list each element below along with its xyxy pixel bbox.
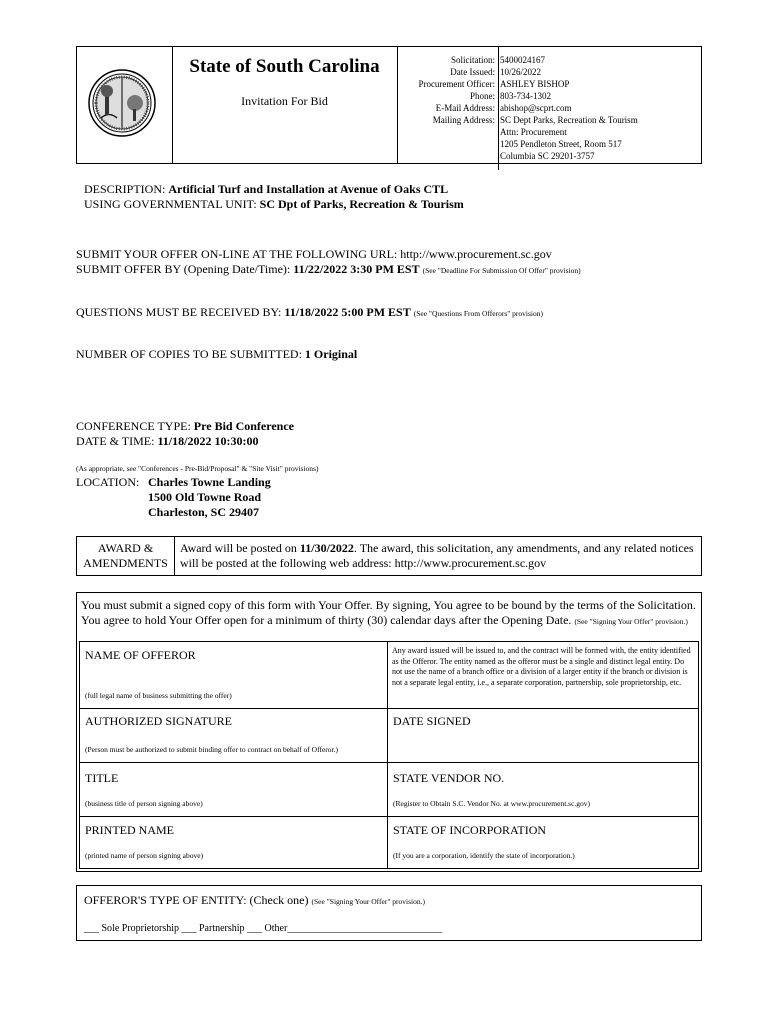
award-text-post: . The award, this solicitation, any amendments, and any related notices will be posted at the following web address: http://www.procurement.sc.gov <box>180 541 694 570</box>
label-date-issued: Date Issued: <box>450 67 495 77</box>
date-signed-label: DATE SIGNED <box>393 714 471 728</box>
value-address-line-2: Attn: Procurement <box>500 127 567 137</box>
conference-note: (As appropriate, see "Conferences - Pre-Bid/Proposal" & "Site Visit" provisions) <box>76 464 319 473</box>
authorized-signature-label: AUTHORIZED SIGNATURE <box>85 714 232 728</box>
value-solicitation: 5400024167 <box>500 55 545 65</box>
copies-line <box>76 347 357 362</box>
award-text <box>180 541 697 571</box>
conference-date-value: 11/18/2022 10:30:00 <box>157 434 259 448</box>
entity-type-options[interactable]: ___ Sole Proprietorship ___ Partnership ___ Other_______________________________ <box>84 923 443 934</box>
state-seal-icon <box>87 63 157 147</box>
printed-name-note: (printed name of person signing above) <box>85 851 204 860</box>
state-vendor-field[interactable] <box>388 763 699 817</box>
location-label: LOCATION: <box>76 475 140 489</box>
submit-by-value: 11/22/2022 3:30 PM EST <box>293 262 420 276</box>
award-label-cell <box>77 537 175 575</box>
governmental-unit-value: SC Dpt of Parks, Recreation & Tourism <box>259 197 464 211</box>
state-vendor-label: STATE VENDOR NO. <box>393 771 505 785</box>
copies-label: NUMBER OF COPIES TO BE SUBMITTED: <box>76 347 302 361</box>
authorized-signature-field[interactable] <box>79 709 388 763</box>
conference-type-value: Pre Bid Conference <box>193 419 294 433</box>
label-mailing-address: Mailing Address: <box>432 115 495 125</box>
questions-label: QUESTIONS MUST BE RECEIVED BY: <box>76 305 282 319</box>
governmental-unit-line <box>84 197 464 212</box>
entity-type-box <box>76 885 702 941</box>
location-line-1: Charles Towne Landing <box>148 475 271 489</box>
copies-value: 1 Original <box>304 347 358 361</box>
description-line <box>84 182 448 197</box>
governmental-unit-label: USING GOVERNMENTAL UNIT: <box>84 197 257 211</box>
label-email: E-Mail Address: <box>435 103 495 113</box>
entity-type-note: (See "Signing Your Offer" provision.) <box>311 897 425 906</box>
conference-type-line <box>76 419 294 434</box>
header-box <box>76 46 702 164</box>
offeror-name-label: NAME OF OFFEROR <box>85 648 196 662</box>
questions-value: 11/18/2022 5:00 PM EST <box>284 305 411 319</box>
submit-by-note: (See "Deadline For Submission Of Offer" provision) <box>422 266 581 275</box>
offer-intro-text: You must submit a signed copy of this form with Your Offer. By signing, You agree to be bound by the terms of the Solicitation. You agree to hold Your Offer open for a minimum of thirty (30) calendar days after the Opening Date. <box>81 598 696 627</box>
value-address-line-1: SC Dept Parks, Recreation & Tourism <box>500 115 638 125</box>
conference-date-line <box>76 434 258 449</box>
value-address-line-4: Columbia SC 29201-3757 <box>500 151 595 161</box>
award-entity-note: Any award issued will be issued to, and the contract will be formed with, the entity identified as the Offeror. The entity named as the offeror must be a single and distinct legal entity. Do not use the name of a branch office or a division of a larger entity if the branch or division is not a separate legal entity, i.e., a separate corporation, partnership, sole proprietorship, etc. <box>388 641 699 709</box>
award-label-line-1: AWARD & <box>97 541 154 555</box>
authorized-signature-note: (Person must be authorized to submit binding offer to contract on behalf of Offeror.) <box>85 745 338 754</box>
award-text-pre: Award will be posted on <box>180 541 300 555</box>
state-incorporation-label: STATE OF INCORPORATION <box>393 823 547 837</box>
location-line-2: 1500 Old Towne Road <box>148 490 262 504</box>
label-solicitation: Solicitation: <box>451 55 495 65</box>
document-subtitle: Invitation For Bid <box>241 94 328 108</box>
description-label: DESCRIPTION: <box>84 182 166 196</box>
conference-date-label: DATE & TIME: <box>76 434 155 448</box>
offer-intro <box>81 598 697 629</box>
state-incorporation-note: (If you are a corporation, identify the state of incorporation.) <box>393 851 575 860</box>
state-title: State of South Carolina <box>189 56 380 77</box>
printed-name-label: PRINTED NAME <box>85 823 174 837</box>
award-date: 11/30/2022 <box>299 541 354 555</box>
state-incorporation-field[interactable] <box>388 817 699 869</box>
seal-cell <box>77 47 173 163</box>
questions-note: (See "Questions From Offerors" provision) <box>413 309 544 318</box>
offer-intro-note: (See "Signing Your Offer" provision.) <box>574 617 688 626</box>
entity-type-line <box>84 893 425 908</box>
title-label: TITLE <box>85 771 119 785</box>
header-values <box>495 47 701 170</box>
value-procurement-officer: ASHLEY BISHOP <box>500 79 570 89</box>
submit-url-line: SUBMIT YOUR OFFER ON-LINE AT THE FOLLOWING URL: http://www.procurement.sc.gov <box>76 247 552 261</box>
value-email: abishop@scprt.com <box>500 103 572 113</box>
title-field[interactable] <box>79 763 388 817</box>
header-labels <box>397 47 499 170</box>
location-line-3: Charleston, SC 29407 <box>148 505 260 519</box>
value-address-line-3: 1205 Pendleton Street, Room 517 <box>500 139 622 149</box>
submit-by-line <box>76 262 581 277</box>
state-vendor-note: (Register to Obtain S.C. Vendor No. at www.procurement.sc.gov) <box>393 799 591 808</box>
offeror-name-note: (full legal name of business submitting the offer) <box>85 691 232 700</box>
submit-by-label: SUBMIT OFFER BY (Opening Date/Time): <box>76 262 291 276</box>
conference-type-label: CONFERENCE TYPE: <box>76 419 191 433</box>
title-cell <box>172 47 398 163</box>
value-phone: 803-734-1302 <box>500 91 551 101</box>
title-note: (business title of person signing above) <box>85 799 203 808</box>
offeror-box <box>76 592 702 872</box>
questions-line <box>76 305 543 320</box>
award-box <box>76 536 702 576</box>
entity-type-label: OFFEROR'S TYPE OF ENTITY: (Check one) <box>84 893 309 907</box>
printed-name-field[interactable] <box>79 817 388 869</box>
offeror-name-field[interactable] <box>79 641 388 709</box>
label-procurement-officer: Procurement Officer: <box>418 79 495 89</box>
description-value: Artificial Turf and Installation at Avenue of Oaks CTL <box>168 182 449 196</box>
label-phone: Phone: <box>469 91 495 101</box>
value-date-issued: 10/26/2022 <box>500 67 542 77</box>
date-signed-field[interactable] <box>388 709 699 763</box>
award-label-line-2: AMENDMENTS <box>83 556 168 570</box>
